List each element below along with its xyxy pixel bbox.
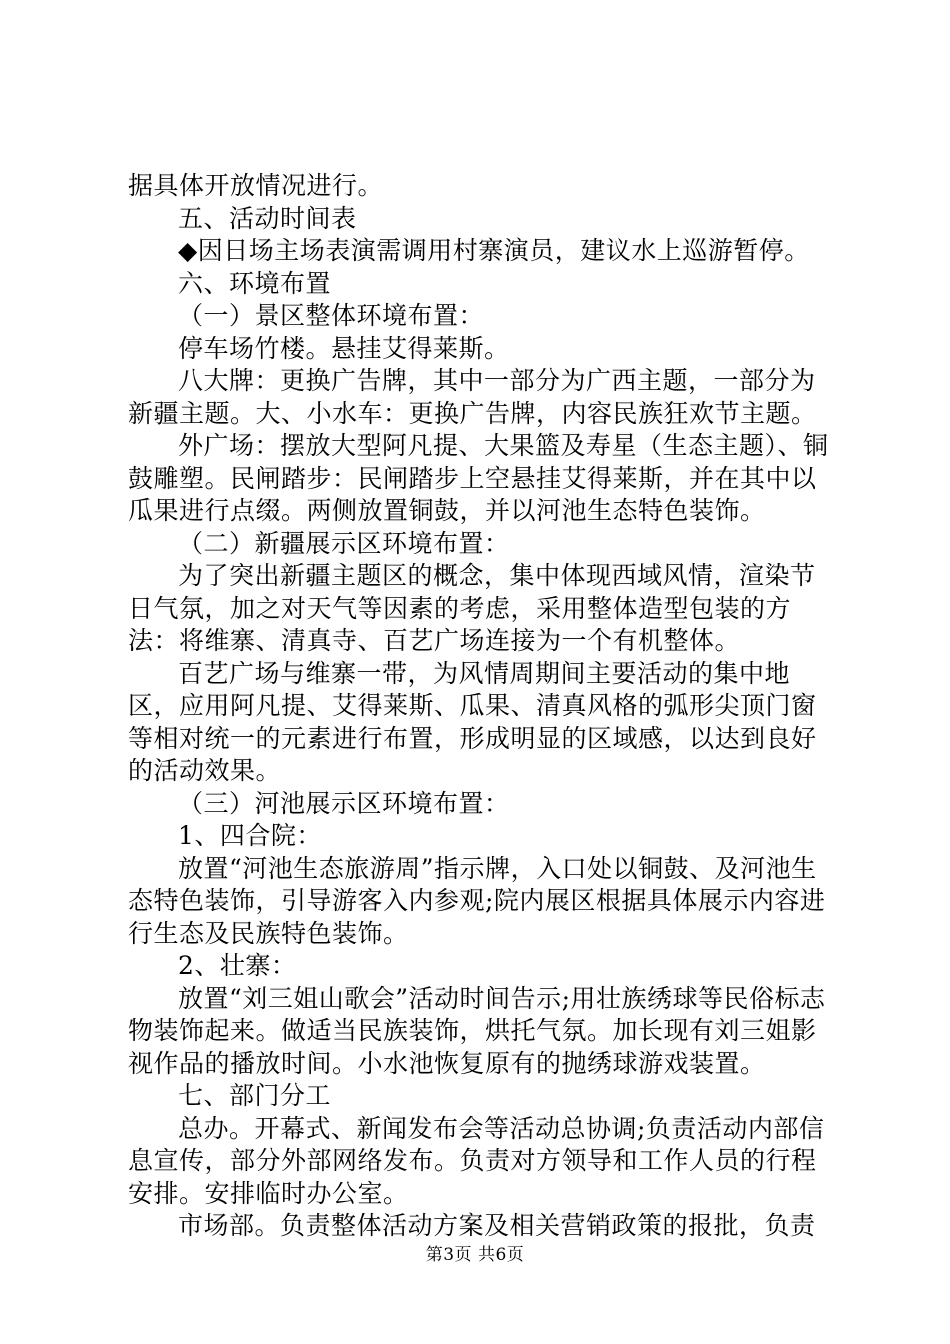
subsection-heading: （一）景区整体环境布置：: [178, 301, 485, 330]
paragraph: 市场部。负责整体活动方案及相关营销政策的报批，负责: [178, 1211, 816, 1240]
paragraph: 据具体开放情况进行。: [128, 171, 384, 200]
document-body: [128, 170, 830, 1243]
paragraph: 为了突出新疆主题区的概念，集中体现西域风情，渲染节日气氛，加之对天气等因素的考虑，采用整体造型包装的方法：将维寨、清真寺、百艺广场连接为一个有机整体。: [128, 561, 816, 655]
paragraph: 放置“刘三姐山歌会”活动时间告示;用壮族绣球等民俗标志物装饰起来。做适当民族装饰，烘托气氛。加长现有刘三姐影视作品的播放时间。小水池恢复原有的抛绣球游戏装置。: [128, 983, 826, 1078]
paragraph: 总办。开幕式、新闻发布会等活动总协调;负责活动内部信息宣传，部分外部网络发布。负责对方领导和工作人员的行程安排。安排临时办公室。: [128, 1113, 825, 1208]
section-heading: 七、部门分工: [178, 1081, 332, 1110]
paragraph: 八大牌：更换广告牌，其中一部分为广西主题，一部分为新疆主题。大、小水车：更换广告牌，内容民族狂欢节主题。: [128, 366, 817, 428]
subsection-heading: （二）新疆展示区环境布置：: [178, 528, 510, 558]
page-number-footer: 第3页 共6页: [425, 1245, 525, 1265]
paragraph: ◆因日场主场表演需调用村寨演员，建议水上巡游暂停。: [178, 236, 810, 265]
paragraph: 放置“河池生态旅游周”指示牌，入口处以铜鼓、及河池生态特色装饰，引导游客入内参观;院内展区根据具体展示内容进行生态及民族特色装饰。: [128, 853, 826, 948]
section-heading: 五、活动时间表: [178, 203, 357, 233]
paragraph: 百艺广场与维寨一带，为风情周期间主要活动的集中地区，应用阿凡提、艾得莱斯、瓜果、清真风格的弧形尖顶门窗等相对统一的元素进行布置，形成明显的区域感，以达到良好的活动效果。: [128, 658, 817, 785]
item-heading: 2、壮寨：: [178, 951, 297, 980]
item-heading: 1、四合院：: [178, 821, 322, 850]
section-heading: 六、环境布置: [178, 268, 332, 298]
paragraph: 外广场：摆放大型阿凡提、大果篮及寿星（生态主题）、铜鼓雕塑。民闸踏步：民闸踏步上空悬挂艾得莱斯，并在其中以瓜果进行点缀。两侧放置铜鼓，并以河池生态特色装饰。: [128, 431, 829, 525]
paragraph: 停车场竹楼。悬挂艾得莱斯。: [178, 333, 510, 363]
subsection-heading: （三）河池展示区环境布置：: [178, 788, 510, 818]
